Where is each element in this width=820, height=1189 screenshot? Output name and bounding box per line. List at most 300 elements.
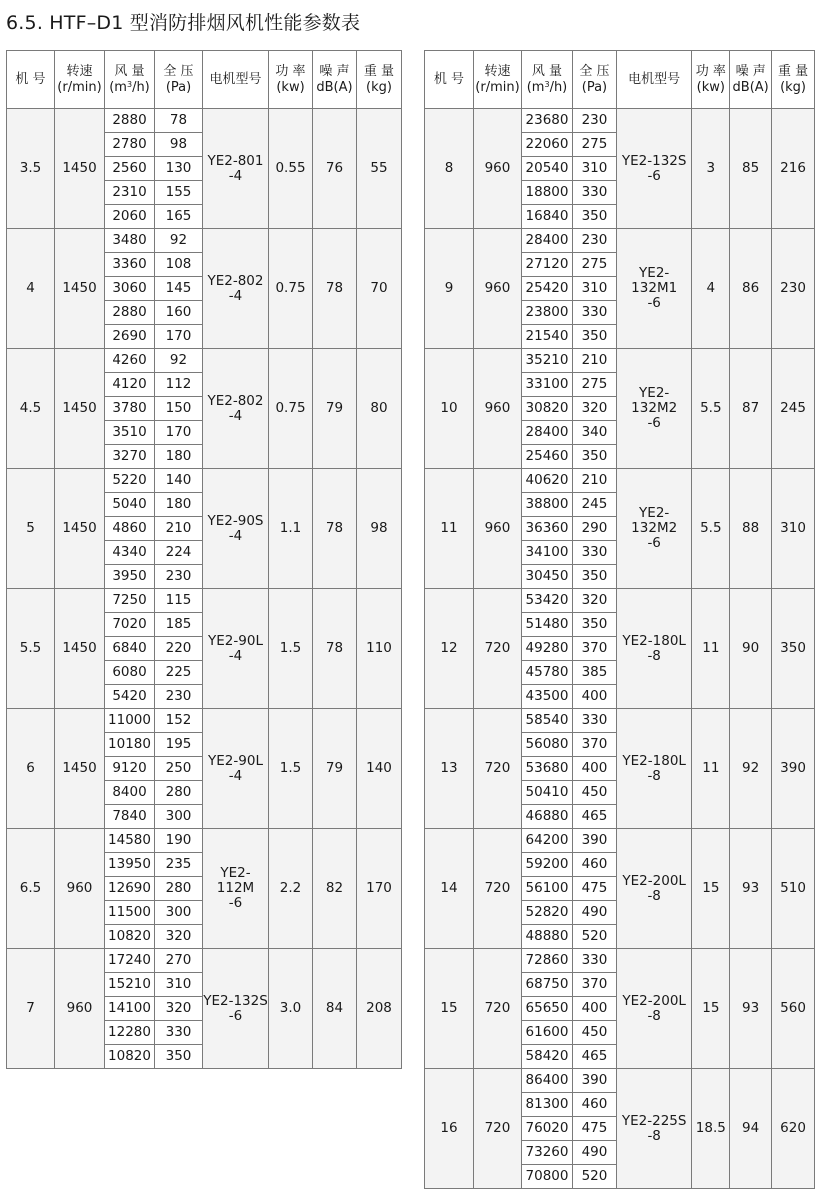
header-model: 机 号 <box>7 51 55 109</box>
power-cell: 18.5 <box>692 1069 730 1189</box>
airflow-cell: 46880 <box>521 805 572 829</box>
airflow-cell: 10820 <box>105 1045 155 1069</box>
speed-cell: 1450 <box>55 589 105 709</box>
airflow-cell: 56100 <box>521 877 572 901</box>
airflow-cell: 11500 <box>105 901 155 925</box>
pressure-cell: 370 <box>573 733 617 757</box>
pressure-cell: 310 <box>155 973 203 997</box>
pressure-cell: 390 <box>573 1069 617 1093</box>
pressure-cell: 400 <box>573 757 617 781</box>
header-noise: 噪 声 dB(A) <box>313 51 357 109</box>
pressure-cell: 180 <box>155 493 203 517</box>
fan-model-cell: 6.5 <box>7 829 55 949</box>
airflow-cell: 6080 <box>105 661 155 685</box>
pressure-cell: 112 <box>155 373 203 397</box>
power-cell: 5.5 <box>692 469 730 589</box>
power-cell: 3.0 <box>269 949 313 1069</box>
airflow-cell: 72860 <box>521 949 572 973</box>
motor-model-cell: YE2-90S -4 <box>203 469 269 589</box>
airflow-cell: 4860 <box>105 517 155 541</box>
pressure-cell: 310 <box>573 157 617 181</box>
header-model: 机 号 <box>425 51 474 109</box>
table-row <box>7 109 402 133</box>
motor-model-cell: YE2-112M -6 <box>203 829 269 949</box>
fan-model-cell: 14 <box>425 829 474 949</box>
noise-cell: 85 <box>730 109 772 229</box>
pressure-cell: 98 <box>155 133 203 157</box>
fan-model-cell: 5.5 <box>7 589 55 709</box>
airflow-cell: 36360 <box>521 517 572 541</box>
airflow-cell: 2560 <box>105 157 155 181</box>
weight-cell: 350 <box>772 589 815 709</box>
fan-model-cell: 4 <box>7 229 55 349</box>
weight-cell: 310 <box>772 469 815 589</box>
airflow-cell: 68750 <box>521 973 572 997</box>
airflow-cell: 34100 <box>521 541 572 565</box>
pressure-cell: 350 <box>573 325 617 349</box>
pressure-cell: 210 <box>155 517 203 541</box>
airflow-cell: 3060 <box>105 277 155 301</box>
airflow-cell: 65650 <box>521 997 572 1021</box>
pressure-cell: 250 <box>155 757 203 781</box>
airflow-cell: 2880 <box>105 109 155 133</box>
pressure-cell: 490 <box>573 1141 617 1165</box>
fan-model-cell: 9 <box>425 229 474 349</box>
pressure-cell: 465 <box>573 805 617 829</box>
airflow-cell: 3480 <box>105 229 155 253</box>
speed-cell: 1450 <box>55 109 105 229</box>
pressure-cell: 230 <box>155 685 203 709</box>
pressure-cell: 465 <box>573 1045 617 1069</box>
table-row <box>7 589 402 613</box>
noise-cell: 90 <box>730 589 772 709</box>
table-row <box>7 349 402 373</box>
table-row <box>425 829 815 853</box>
pressure-cell: 370 <box>573 973 617 997</box>
pressure-cell: 150 <box>155 397 203 421</box>
airflow-cell: 17240 <box>105 949 155 973</box>
table-row <box>425 229 815 253</box>
performance-table-right <box>424 50 815 1189</box>
airflow-cell: 38800 <box>521 493 572 517</box>
power-cell: 3 <box>692 109 730 229</box>
airflow-cell: 22060 <box>521 133 572 157</box>
airflow-cell: 3510 <box>105 421 155 445</box>
header-pressure: 全 压 (Pa) <box>573 51 617 109</box>
airflow-cell: 12280 <box>105 1021 155 1045</box>
weight-cell: 245 <box>772 349 815 469</box>
pressure-cell: 165 <box>155 205 203 229</box>
speed-cell: 960 <box>55 949 105 1069</box>
airflow-cell: 13950 <box>105 853 155 877</box>
pressure-cell: 330 <box>573 301 617 325</box>
airflow-cell: 5220 <box>105 469 155 493</box>
airflow-cell: 16840 <box>521 205 572 229</box>
pressure-cell: 450 <box>573 781 617 805</box>
weight-cell: 216 <box>772 109 815 229</box>
noise-cell: 78 <box>313 229 357 349</box>
speed-cell: 960 <box>474 469 522 589</box>
speed-cell: 1450 <box>55 469 105 589</box>
speed-cell: 960 <box>474 349 522 469</box>
table-row <box>425 469 815 493</box>
airflow-cell: 28400 <box>521 229 572 253</box>
airflow-cell: 58420 <box>521 1045 572 1069</box>
pressure-cell: 400 <box>573 685 617 709</box>
airflow-cell: 43500 <box>521 685 572 709</box>
noise-cell: 84 <box>313 949 357 1069</box>
weight-cell: 208 <box>357 949 402 1069</box>
pressure-cell: 78 <box>155 109 203 133</box>
airflow-cell: 50410 <box>521 781 572 805</box>
pressure-cell: 270 <box>155 949 203 973</box>
airflow-cell: 2880 <box>105 301 155 325</box>
airflow-cell: 30450 <box>521 565 572 589</box>
weight-cell: 140 <box>357 709 402 829</box>
airflow-cell: 52820 <box>521 901 572 925</box>
pressure-cell: 520 <box>573 1165 617 1189</box>
power-cell: 11 <box>692 709 730 829</box>
motor-model-cell: YE2-180L -8 <box>616 709 692 829</box>
power-cell: 1.1 <box>269 469 313 589</box>
pressure-cell: 155 <box>155 181 203 205</box>
power-cell: 1.5 <box>269 589 313 709</box>
noise-cell: 78 <box>313 589 357 709</box>
airflow-cell: 6840 <box>105 637 155 661</box>
airflow-cell: 70800 <box>521 1165 572 1189</box>
pressure-cell: 210 <box>573 349 617 373</box>
airflow-cell: 4120 <box>105 373 155 397</box>
pressure-cell: 160 <box>155 301 203 325</box>
fan-model-cell: 3.5 <box>7 109 55 229</box>
airflow-cell: 5040 <box>105 493 155 517</box>
pressure-cell: 230 <box>155 565 203 589</box>
fan-model-cell: 13 <box>425 709 474 829</box>
header-speed: 转速 (r/min) <box>474 51 522 109</box>
speed-cell: 720 <box>474 1069 522 1189</box>
airflow-cell: 12690 <box>105 877 155 901</box>
weight-cell: 390 <box>772 709 815 829</box>
header-row <box>7 51 402 109</box>
pressure-cell: 224 <box>155 541 203 565</box>
pressure-cell: 350 <box>573 205 617 229</box>
pressure-cell: 92 <box>155 349 203 373</box>
pressure-cell: 245 <box>573 493 617 517</box>
airflow-cell: 2690 <box>105 325 155 349</box>
pressure-cell: 350 <box>573 565 617 589</box>
airflow-cell: 35210 <box>521 349 572 373</box>
airflow-cell: 58540 <box>521 709 572 733</box>
motor-model-cell: YE2-132M2 -6 <box>616 349 692 469</box>
pressure-cell: 330 <box>573 181 617 205</box>
airflow-cell: 86400 <box>521 1069 572 1093</box>
pressure-cell: 190 <box>155 829 203 853</box>
header-flow: 风 量 $(m^3/h)$ <box>521 51 572 109</box>
pressure-cell: 275 <box>573 373 617 397</box>
airflow-cell: 5420 <box>105 685 155 709</box>
speed-cell: 960 <box>55 829 105 949</box>
motor-model-cell: YE2-90L -4 <box>203 709 269 829</box>
speed-cell: 1450 <box>55 229 105 349</box>
airflow-cell: 2780 <box>105 133 155 157</box>
fan-model-cell: 5 <box>7 469 55 589</box>
pressure-cell: 115 <box>155 589 203 613</box>
pressure-cell: 275 <box>573 133 617 157</box>
weight-cell: 230 <box>772 229 815 349</box>
power-cell: 15 <box>692 949 730 1069</box>
pressure-cell: 230 <box>573 229 617 253</box>
pressure-cell: 300 <box>155 901 203 925</box>
noise-cell: 82 <box>313 829 357 949</box>
airflow-cell: 8400 <box>105 781 155 805</box>
header-motor: 电机型号 <box>203 51 269 109</box>
fan-model-cell: 7 <box>7 949 55 1069</box>
airflow-cell: 2060 <box>105 205 155 229</box>
airflow-cell: 23680 <box>521 109 572 133</box>
header-power: 功 率 (kw) <box>692 51 730 109</box>
airflow-cell: 45780 <box>521 661 572 685</box>
pressure-cell: 320 <box>573 397 617 421</box>
power-cell: 0.75 <box>269 229 313 349</box>
header-row <box>425 51 815 109</box>
pressure-cell: 340 <box>573 421 617 445</box>
power-cell: 2.2 <box>269 829 313 949</box>
pressure-cell: 140 <box>155 469 203 493</box>
pressure-cell: 460 <box>573 1093 617 1117</box>
noise-cell: 87 <box>730 349 772 469</box>
noise-cell: 76 <box>313 109 357 229</box>
fan-model-cell: 6 <box>7 709 55 829</box>
motor-model-cell: YE2-801 -4 <box>203 109 269 229</box>
power-cell: 1.5 <box>269 709 313 829</box>
airflow-cell: 48880 <box>521 925 572 949</box>
speed-cell: 720 <box>474 709 522 829</box>
airflow-cell: 23800 <box>521 301 572 325</box>
pressure-cell: 230 <box>573 109 617 133</box>
pressure-cell: 275 <box>573 253 617 277</box>
pressure-cell: 108 <box>155 253 203 277</box>
pressure-cell: 330 <box>573 541 617 565</box>
pressure-cell: 385 <box>573 661 617 685</box>
table-row <box>7 949 402 973</box>
noise-cell: 79 <box>313 709 357 829</box>
airflow-cell: 81300 <box>521 1093 572 1117</box>
motor-model-cell: YE2-200L -8 <box>616 949 692 1069</box>
airflow-cell: 14580 <box>105 829 155 853</box>
header-flow: 风 量 $(m^3/h)$ <box>105 51 155 109</box>
noise-cell: 93 <box>730 829 772 949</box>
speed-cell: 720 <box>474 949 522 1069</box>
airflow-cell: 15210 <box>105 973 155 997</box>
airflow-cell: 21540 <box>521 325 572 349</box>
table-row <box>425 349 815 373</box>
pressure-cell: 520 <box>573 925 617 949</box>
speed-cell: 960 <box>474 109 522 229</box>
pressure-cell: 400 <box>573 997 617 1021</box>
power-cell: 0.75 <box>269 349 313 469</box>
airflow-cell: 40620 <box>521 469 572 493</box>
weight-cell: 510 <box>772 829 815 949</box>
header-noise: 噪 声 dB(A) <box>730 51 772 109</box>
airflow-cell: 18800 <box>521 181 572 205</box>
airflow-cell: 56080 <box>521 733 572 757</box>
airflow-cell: 7020 <box>105 613 155 637</box>
pressure-cell: 475 <box>573 877 617 901</box>
weight-cell: 110 <box>357 589 402 709</box>
pressure-cell: 170 <box>155 325 203 349</box>
motor-model-cell: YE2-132M2 -6 <box>616 469 692 589</box>
pressure-cell: 152 <box>155 709 203 733</box>
airflow-cell: 3780 <box>105 397 155 421</box>
performance-table-left <box>6 50 402 1069</box>
pressure-cell: 280 <box>155 877 203 901</box>
pressure-cell: 475 <box>573 1117 617 1141</box>
airflow-cell: 49280 <box>521 637 572 661</box>
noise-cell: 86 <box>730 229 772 349</box>
pressure-cell: 370 <box>573 637 617 661</box>
weight-cell: 80 <box>357 349 402 469</box>
pressure-cell: 350 <box>155 1045 203 1069</box>
pressure-cell: 185 <box>155 613 203 637</box>
table-row <box>7 229 402 253</box>
pressure-cell: 225 <box>155 661 203 685</box>
pressure-cell: 320 <box>155 997 203 1021</box>
header-weight: 重 量 (kg) <box>357 51 402 109</box>
power-cell: 11 <box>692 589 730 709</box>
airflow-cell: 3270 <box>105 445 155 469</box>
table-row <box>425 949 815 973</box>
pressure-cell: 450 <box>573 1021 617 1045</box>
fan-model-cell: 8 <box>425 109 474 229</box>
pressure-cell: 235 <box>155 853 203 877</box>
airflow-cell: 4340 <box>105 541 155 565</box>
airflow-cell: 76020 <box>521 1117 572 1141</box>
airflow-cell: 73260 <box>521 1141 572 1165</box>
pressure-cell: 330 <box>573 949 617 973</box>
pressure-cell: 170 <box>155 421 203 445</box>
noise-cell: 78 <box>313 469 357 589</box>
airflow-cell: 3950 <box>105 565 155 589</box>
motor-model-cell: YE2-225S -8 <box>616 1069 692 1189</box>
pressure-cell: 195 <box>155 733 203 757</box>
header-speed: 转速 (r/min) <box>55 51 105 109</box>
header-weight: 重 量 (kg) <box>772 51 815 109</box>
table-row <box>425 1069 815 1093</box>
airflow-cell: 27120 <box>521 253 572 277</box>
weight-cell: 620 <box>772 1069 815 1189</box>
motor-model-cell: YE2-200L -8 <box>616 829 692 949</box>
page-title: 6.5. HTF–D1 型消防排烟风机性能参数表 <box>6 12 361 34</box>
table-row <box>425 589 815 613</box>
pressure-cell: 320 <box>573 589 617 613</box>
pressure-cell: 390 <box>573 829 617 853</box>
airflow-cell: 59200 <box>521 853 572 877</box>
airflow-cell: 30820 <box>521 397 572 421</box>
power-cell: 0.55 <box>269 109 313 229</box>
fan-model-cell: 11 <box>425 469 474 589</box>
airflow-cell: 7250 <box>105 589 155 613</box>
noise-cell: 93 <box>730 949 772 1069</box>
weight-cell: 560 <box>772 949 815 1069</box>
pressure-cell: 330 <box>573 709 617 733</box>
airflow-cell: 7840 <box>105 805 155 829</box>
pressure-cell: 460 <box>573 853 617 877</box>
airflow-cell: 11000 <box>105 709 155 733</box>
pressure-cell: 490 <box>573 901 617 925</box>
motor-model-cell: YE2-180L -8 <box>616 589 692 709</box>
fan-model-cell: 4.5 <box>7 349 55 469</box>
pressure-cell: 350 <box>573 445 617 469</box>
motor-model-cell: YE2-90L -4 <box>203 589 269 709</box>
pressure-cell: 300 <box>155 805 203 829</box>
speed-cell: 1450 <box>55 349 105 469</box>
pressure-cell: 145 <box>155 277 203 301</box>
airflow-cell: 9120 <box>105 757 155 781</box>
motor-model-cell: YE2-132S -6 <box>203 949 269 1069</box>
table-row <box>7 829 402 853</box>
airflow-cell: 51480 <box>521 613 572 637</box>
speed-cell: 720 <box>474 829 522 949</box>
weight-cell: 70 <box>357 229 402 349</box>
airflow-cell: 2310 <box>105 181 155 205</box>
pressure-cell: 92 <box>155 229 203 253</box>
fan-model-cell: 15 <box>425 949 474 1069</box>
airflow-cell: 61600 <box>521 1021 572 1045</box>
pressure-cell: 180 <box>155 445 203 469</box>
header-power: 功 率 (kw) <box>269 51 313 109</box>
noise-cell: 79 <box>313 349 357 469</box>
airflow-cell: 53420 <box>521 589 572 613</box>
weight-cell: 170 <box>357 829 402 949</box>
motor-model-cell: YE2-132M1 -6 <box>616 229 692 349</box>
noise-cell: 92 <box>730 709 772 829</box>
airflow-cell: 10180 <box>105 733 155 757</box>
weight-cell: 55 <box>357 109 402 229</box>
motor-model-cell: YE2-802 -4 <box>203 229 269 349</box>
header-pressure: 全 压 (Pa) <box>155 51 203 109</box>
speed-cell: 1450 <box>55 709 105 829</box>
motor-model-cell: YE2-802 -4 <box>203 349 269 469</box>
airflow-cell: 10820 <box>105 925 155 949</box>
airflow-cell: 53680 <box>521 757 572 781</box>
noise-cell: 88 <box>730 469 772 589</box>
pressure-cell: 290 <box>573 517 617 541</box>
pressure-cell: 330 <box>155 1021 203 1045</box>
airflow-cell: 4260 <box>105 349 155 373</box>
header-motor: 电机型号 <box>616 51 692 109</box>
pressure-cell: 280 <box>155 781 203 805</box>
pressure-cell: 210 <box>573 469 617 493</box>
power-cell: 4 <box>692 229 730 349</box>
airflow-cell: 33100 <box>521 373 572 397</box>
airflow-cell: 25420 <box>521 277 572 301</box>
pressure-cell: 320 <box>155 925 203 949</box>
fan-model-cell: 12 <box>425 589 474 709</box>
weight-cell: 98 <box>357 469 402 589</box>
motor-model-cell: YE2-132S -6 <box>616 109 692 229</box>
pressure-cell: 220 <box>155 637 203 661</box>
airflow-cell: 64200 <box>521 829 572 853</box>
table-row <box>425 109 815 133</box>
speed-cell: 960 <box>474 229 522 349</box>
noise-cell: 94 <box>730 1069 772 1189</box>
pressure-cell: 350 <box>573 613 617 637</box>
airflow-cell: 3360 <box>105 253 155 277</box>
speed-cell: 720 <box>474 589 522 709</box>
power-cell: 15 <box>692 829 730 949</box>
airflow-cell: 20540 <box>521 157 572 181</box>
power-cell: 5.5 <box>692 349 730 469</box>
